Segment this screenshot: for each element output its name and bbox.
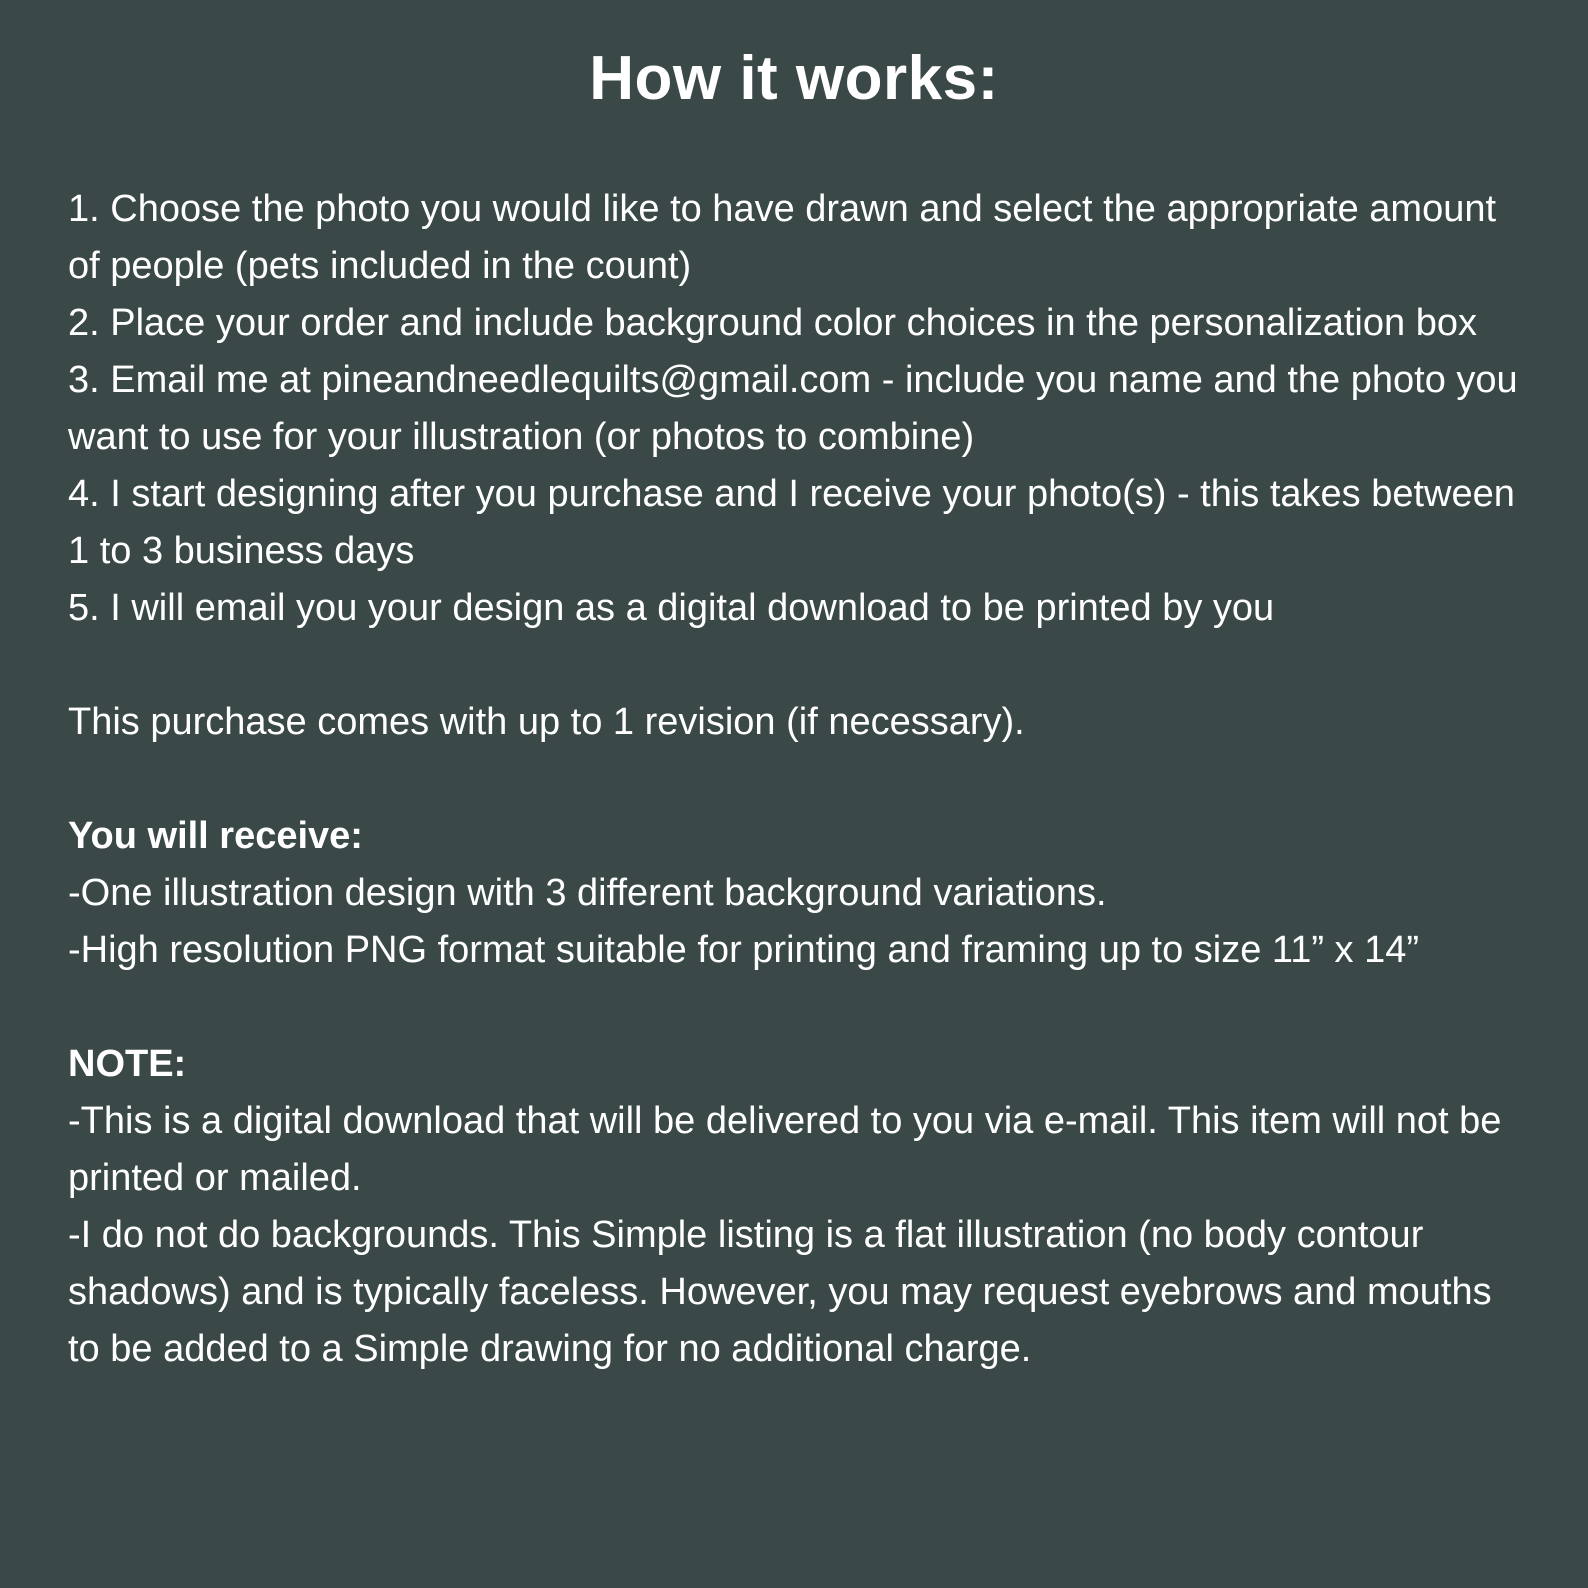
note-item: -This is a digital download that will be delivered to you via e-mail. This item will not be printed or mailed.: [68, 1100, 1502, 1199]
note-section: [68, 1036, 1520, 1378]
receive-section: [68, 808, 1520, 979]
revision-note: This purchase comes with up to 1 revision (if necessary).: [68, 701, 1025, 743]
step-2: 2. Place your order and include background color choices in the personalization box: [68, 302, 1477, 344]
revision-section: [68, 694, 1520, 751]
step-5: 5. I will email you your design as a digital download to be printed by you: [68, 587, 1275, 629]
spacer: [68, 751, 1520, 808]
receive-item: -One illustration design with 3 different background variations.: [68, 872, 1107, 914]
spacer: [68, 979, 1520, 1036]
spacer: [68, 637, 1520, 694]
step-1: 1. Choose the photo you would like to have drawn and select the appropriate amount of people (pets included in the count): [68, 188, 1497, 287]
receive-heading: You will receive:: [68, 815, 363, 857]
receive-item: -High resolution PNG format suitable for printing and framing up to size 11” x 14”: [68, 929, 1420, 971]
note-heading: NOTE:: [68, 1043, 187, 1085]
steps-list: [68, 181, 1520, 637]
note-item: -I do not do backgrounds. This Simple listing is a flat illustration (no body contour shadows) and is typically faceless. However, you may request eyebrows and mouths to be added to a Simple drawing for no additional charge.: [68, 1214, 1492, 1370]
step-4: 4. I start designing after you purchase and I receive your photo(s) - this takes between 1 to 3 business days: [68, 473, 1515, 572]
page-title: How it works:: [589, 44, 999, 113]
step-3: 3. Email me at pineandneedlequilts@gmail.com - include you name and the photo you want to use for your illustration (or photos to combine): [68, 359, 1518, 458]
